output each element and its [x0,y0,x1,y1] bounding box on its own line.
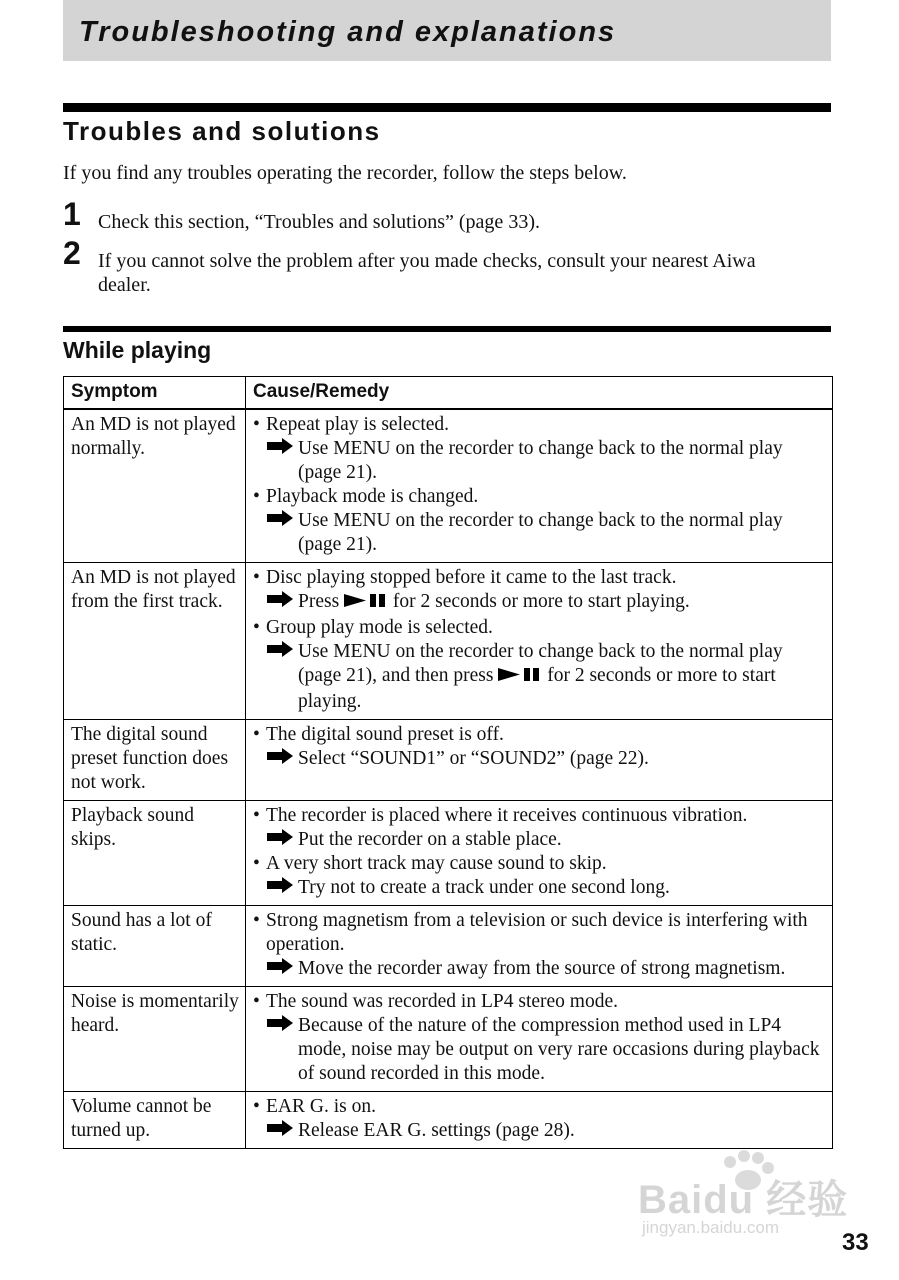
remedy-text: Use MENU on the recorder to change back to the normal play (page 21). [298,438,783,483]
symptom-cell: Volume cannot be turned up. [64,1092,246,1149]
remedy-text: Use MENU on the recorder to change back to the normal play (page 21). [298,510,783,555]
remedy-text: Move the recorder away from the source of strong magnetism. [298,958,786,979]
arrow-right-icon [267,828,293,852]
table-row [64,906,833,987]
arrow-right-icon [267,1119,293,1143]
cause-remedy-cell [246,720,833,801]
step-1 [63,196,803,234]
baidu-watermark [638,1146,853,1246]
table-row [64,801,833,906]
section-rule [63,103,831,112]
cause-item: • A very short track may cause sound to skip. [253,852,826,876]
watermark-logo-text: Baidu 经验 [638,1178,849,1222]
remedy-text: Release EAR G. settings (page 28). [298,1120,575,1141]
page-number: 33 [842,1229,869,1256]
table-row [64,720,833,801]
remedy-item [253,957,826,981]
arrow-right-icon [267,876,293,900]
cause-remedy-header: Cause/Remedy [246,377,833,410]
table-row [64,409,833,563]
arrow-right-icon [267,590,293,614]
remedy-item [253,747,826,771]
arrow-right-icon [267,1014,293,1038]
remedy-text: for 2 seconds or more to start playing. [298,665,776,712]
arrow-right-icon [267,509,293,533]
watermark-url: jingyan.baidu.com [642,1218,780,1237]
arrow-right-icon [267,640,293,664]
symptom-cell: Sound has a lot of static. [64,906,246,987]
cause-item: • Strong magnetism from a television or such device is interfering with operation. [253,909,826,957]
troubleshooting-table [63,376,833,1149]
intro-text: If you find any troubles operating the recorder, follow the steps below. [63,162,627,184]
remedy-text: Select “SOUND1” or “SOUND2” (page 22). [298,748,649,769]
cause-remedy-cell [246,409,833,563]
remedy-item [253,437,826,485]
remedy-item [253,640,826,714]
remedy-item [253,509,826,557]
cause-item: • The sound was recorded in LP4 stereo mode. [253,990,826,1014]
remedy-item [253,1119,826,1143]
cause-item: • Group play mode is selected. [253,616,826,640]
play-pause-icon [344,592,388,616]
remedy-item [253,1014,826,1086]
cause-remedy-cell [246,906,833,987]
play-pause-icon [498,666,542,690]
subsection-title: While playing [63,337,212,363]
step-2 [63,235,803,297]
arrow-right-icon [267,437,293,461]
cause-item: • Disc playing stopped before it came to the last track. [253,566,826,590]
table-row [64,563,833,720]
cause-remedy-cell [246,563,833,720]
symptom-cell: The digital sound preset function does not work. [64,720,246,801]
remedy-text: Put the recorder on a stable place. [298,829,562,850]
step-text: Check this section, “Troubles and solutions” (page 33). [98,211,540,233]
cause-item: • Repeat play is selected. [253,413,826,437]
cause-item: • The digital sound preset is off. [253,723,826,747]
step-number: 1 [63,196,81,232]
cause-item: • Playback mode is changed. [253,485,826,509]
symptom-cell: An MD is not played normally. [64,409,246,563]
table-row [64,1092,833,1149]
remedy-text: Try not to create a track under one second long. [298,877,670,898]
step-text: If you cannot solve the problem after you made checks, consult your nearest Aiwa dealer. [98,250,756,296]
table-header-row [64,377,833,410]
cause-remedy-cell [246,987,833,1092]
remedy-item [253,590,826,616]
remedy-text: for 2 seconds or more to start playing. [392,591,690,612]
remedy-text: Press [298,591,340,612]
cause-remedy-cell [246,1092,833,1149]
arrow-right-icon [267,957,293,981]
symptom-cell: Noise is momentarily heard. [64,987,246,1092]
remedy-item [253,828,826,852]
symptom-header: Symptom [64,377,246,410]
cause-item: • EAR G. is on. [253,1095,826,1119]
cause-item: • The recorder is placed where it receives continuous vibration. [253,804,826,828]
chapter-title: Troubleshooting and explanations [79,16,617,48]
remedy-item [253,876,826,900]
chapter-header-bar [63,0,831,61]
arrow-right-icon [267,747,293,771]
table-row [64,987,833,1092]
symptom-cell: Playback sound skips. [64,801,246,906]
remedy-text: Use MENU on the recorder to change back to the normal play (page 21), and then press [298,641,783,686]
symptom-cell: An MD is not played from the first track. [64,563,246,720]
remedy-text: Because of the nature of the compression method used in LP4 mode, noise may be output on very rare occasions during playback of sound recorded in this mode. [298,1015,820,1084]
section-title: Troubles and solutions [63,116,381,146]
step-number: 2 [63,235,81,271]
subsection-rule [63,326,831,332]
cause-remedy-cell [246,801,833,906]
